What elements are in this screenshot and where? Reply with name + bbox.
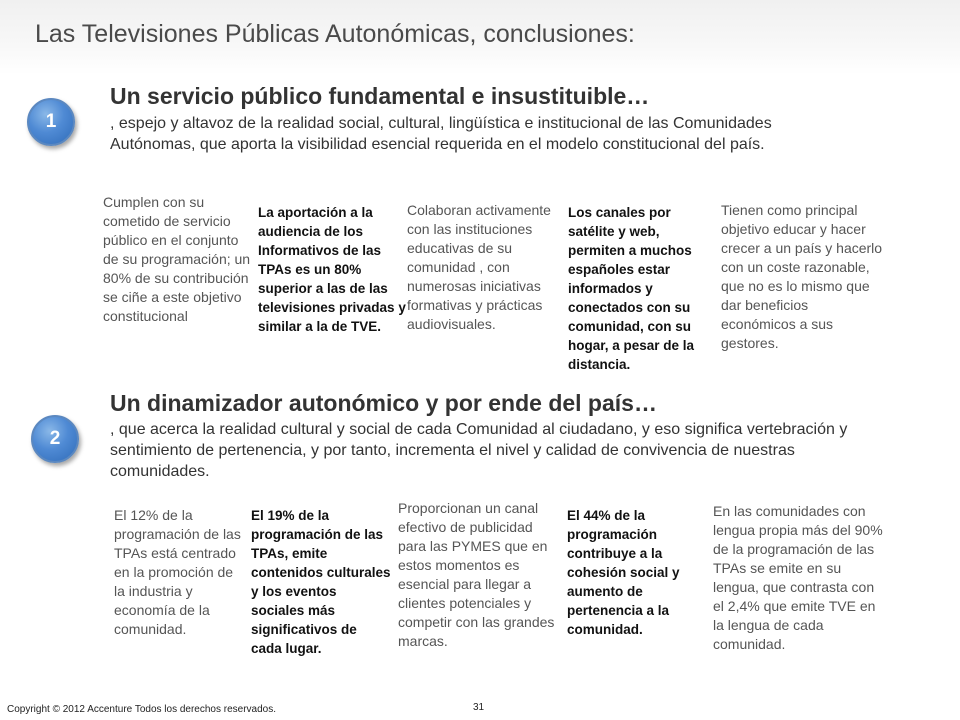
- column-text: En las comunidades con lengua propia más del 90% de la programación de las TPAs se emite en su lengua, que contrasta con el 2,4% que emite TVE en la lengua de cada comunidad.: [713, 503, 883, 652]
- column-text-bold: Los canales por satélite y web, permiten a muchos españoles estar informados y conectados con su comunidad, con su hogar, a pesar de la distancia.: [568, 205, 695, 372]
- section-heading: Un dinamizador autonómico y por ende del país…: [110, 390, 657, 416]
- column-text: Colaboran activamente con las instituciones educativas de su comunidad , con numerosas iniciativas formativas y prácticas audiovisuales.: [407, 202, 551, 332]
- footer-copyright: Copyright © 2012 Accenture Todos los derechos reservados.: [7, 704, 277, 715]
- column-text-bold: La aportación a la audiencia de los Informativos de las TPAs es un 80% superior a las de las televisiones privadas y similar a la de TVE.: [258, 205, 406, 334]
- section-body: , espejo y altavoz de la realidad social, cultural, lingüística e institucional de las Comunidades Autónomas, que aporta la visibilidad esencial requerida en el modelo constitucional del país.: [110, 115, 772, 153]
- page-number: 31: [473, 702, 485, 713]
- section-body: , que acerca la realidad cultural y social de cada Comunidad al ciudadano, y eso significa vertebración y sentimiento de pertenencia, y por tanto, incrementa el nivel y calidad de convivencia de nuestras comunidades.: [110, 421, 848, 480]
- section-number-badge: 1: [27, 98, 75, 146]
- column-text-bold: El 44% de la programación contribuye a la cohesión social y aumento de pertenencia a la comunidad.: [567, 508, 680, 637]
- column-text: Proporcionan un canal efectivo de publicidad para las PYMES que en estos momentos es esencial para llegar a clientes potenciales y competir con las grandes marcas.: [398, 500, 555, 649]
- column-text: El 12% de la programación de las TPAs está centrado en la promoción de la industria y economía de la comunidad.: [114, 507, 241, 637]
- column-text-bold: El 19% de la programación de las TPAs, emite contenidos culturales y los eventos sociales más significativos de cada lugar.: [251, 508, 391, 656]
- section-number-badge: 2: [31, 415, 79, 463]
- column-text: Tienen como principal objetivo educar y hacer crecer a un país y hacerlo con un coste razonable, que no es lo mismo que dar beneficios económicos a sus gestores.: [721, 202, 883, 351]
- column-text: Cumplen con su cometido de servicio público en el conjunto de su programación; un 80% de su contribución se ciñe a este objetivo constitucional: [103, 194, 251, 324]
- slide-title: Las Televisiones Públicas Autonómicas, conclusiones:: [35, 20, 635, 48]
- section-heading: Un servicio público fundamental e insustituible…: [110, 83, 650, 109]
